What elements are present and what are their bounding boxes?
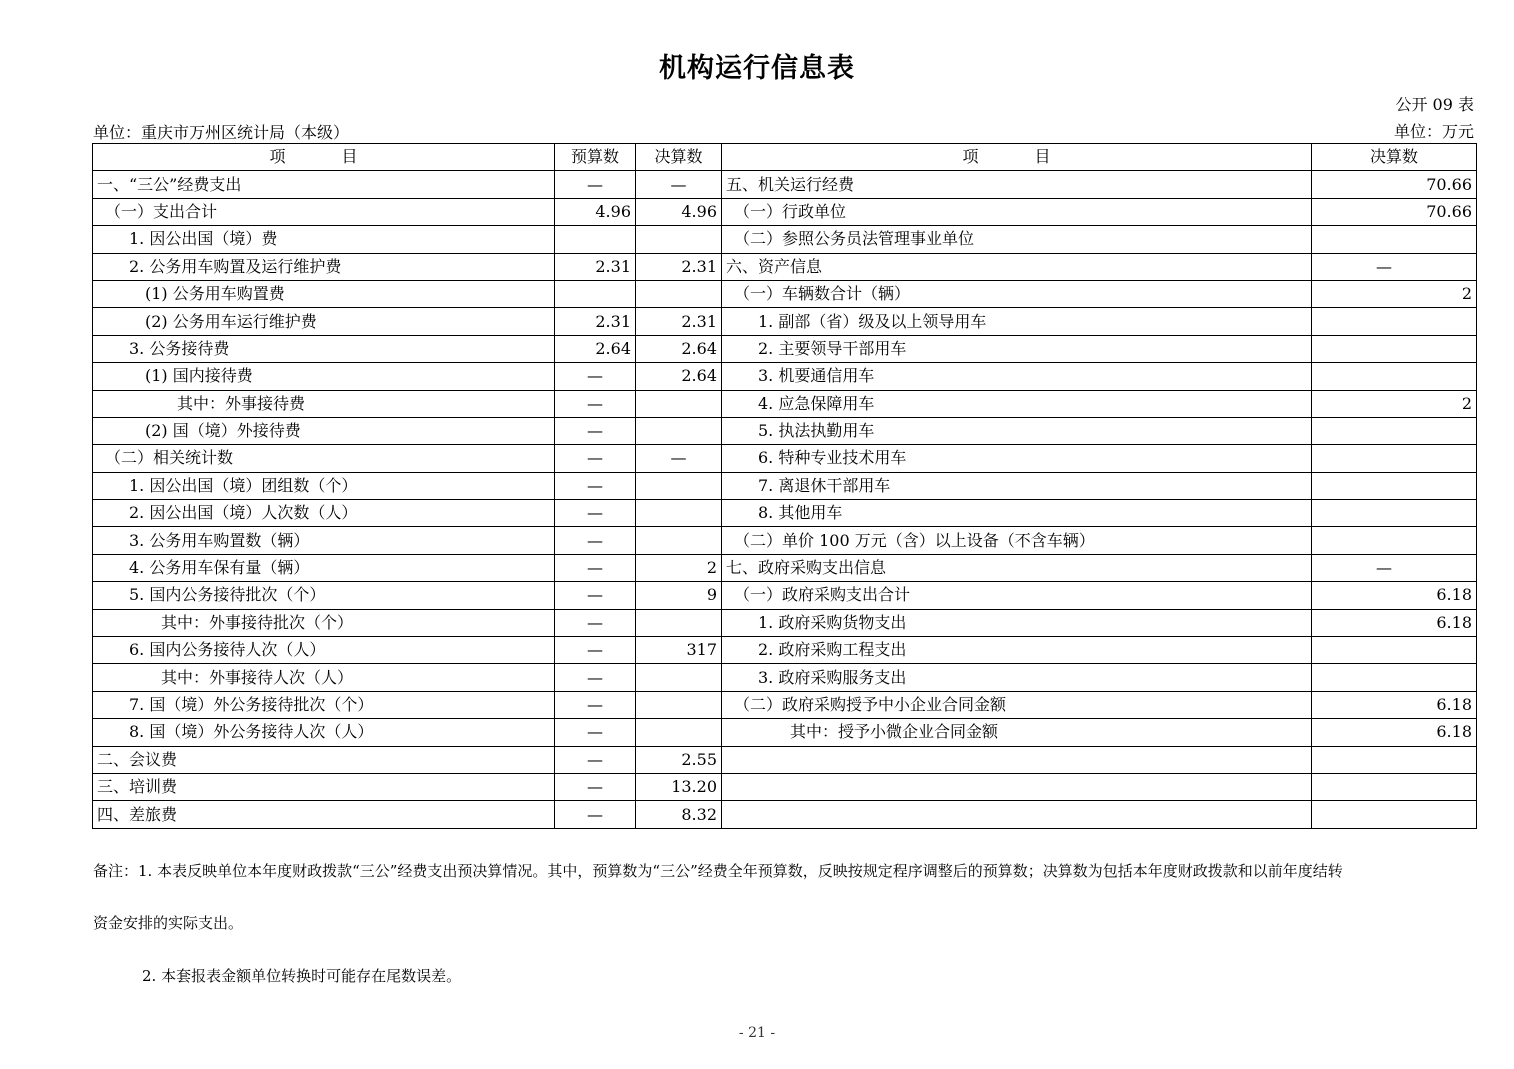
left-item-cell: 其中：外事接待人次（人） [93, 664, 555, 691]
header-right-final: 决算数 [1312, 144, 1477, 171]
currency-unit: 单位：万元 [1393, 122, 1474, 141]
left-item-cell: （一）支出合计 [93, 198, 555, 225]
budget-cell: — [555, 554, 636, 581]
budget-cell: — [555, 637, 636, 664]
note-line-2: 资金安排的实际支出。 [93, 914, 244, 932]
table-row [93, 226, 1477, 253]
left-item-cell: 3. 公务接待费 [93, 335, 555, 362]
right-final-cell [1312, 226, 1477, 253]
final-cell [636, 719, 722, 746]
right-item-cell: （一）行政单位 [722, 198, 1312, 225]
header-budget: 预算数 [555, 144, 636, 171]
right-final-cell: — [1312, 554, 1477, 581]
final-cell [636, 280, 722, 307]
left-item-cell: 四、差旅费 [93, 801, 555, 828]
right-item-cell: 七、政府采购支出信息 [722, 554, 1312, 581]
table-row [93, 390, 1477, 417]
form-number: 公开 09 表 [1395, 95, 1474, 114]
table-row [93, 198, 1477, 225]
budget-cell: — [555, 390, 636, 417]
right-item-cell: 2. 政府采购工程支出 [722, 637, 1312, 664]
left-item-cell: 其中：外事接待费 [93, 390, 555, 417]
right-item-cell: 8. 其他用车 [722, 500, 1312, 527]
right-item-cell [722, 801, 1312, 828]
right-final-cell [1312, 637, 1477, 664]
table-header-row [93, 144, 1477, 171]
left-item-cell: 一、“三公”经费支出 [93, 171, 555, 198]
table-body [93, 171, 1477, 828]
table-row [93, 445, 1477, 472]
table-row [93, 417, 1477, 444]
left-item-cell: 2. 公务用车购置及运行维护费 [93, 253, 555, 280]
final-cell: 8.32 [636, 801, 722, 828]
right-final-cell: 2 [1312, 390, 1477, 417]
final-cell: 2.55 [636, 746, 722, 773]
budget-cell: — [555, 664, 636, 691]
left-item-cell: 3. 公务用车购置数（辆） [93, 527, 555, 554]
budget-cell: — [555, 527, 636, 554]
final-cell: — [636, 171, 722, 198]
note-line-3: 2. 本套报表金额单位转换时可能存在尾数误差。 [142, 967, 462, 985]
budget-cell: — [555, 773, 636, 800]
left-item-cell: (1) 国内接待费 [93, 363, 555, 390]
budget-cell: — [555, 746, 636, 773]
final-cell: 2.64 [636, 335, 722, 362]
right-item-cell [722, 773, 1312, 800]
reporting-unit: 单位：重庆市万州区统计局（本级） [93, 123, 350, 142]
left-item-cell: 三、培训费 [93, 773, 555, 800]
final-cell [636, 390, 722, 417]
budget-cell: — [555, 801, 636, 828]
right-final-cell [1312, 773, 1477, 800]
right-final-cell: 70.66 [1312, 171, 1477, 198]
right-item-cell: 4. 应急保障用车 [722, 390, 1312, 417]
table-row [93, 801, 1477, 828]
right-final-cell [1312, 445, 1477, 472]
table-row [93, 554, 1477, 581]
final-cell [636, 691, 722, 718]
table-row [93, 773, 1477, 800]
left-item-cell: 1. 因公出国（境）团组数（个） [93, 472, 555, 499]
right-final-cell [1312, 308, 1477, 335]
right-item-cell: （二）单价 100 万元（含）以上设备（不含车辆） [722, 527, 1312, 554]
table-row [93, 500, 1477, 527]
table-row [93, 472, 1477, 499]
right-final-cell [1312, 500, 1477, 527]
right-final-cell: 6.18 [1312, 691, 1477, 718]
right-final-cell: 6.18 [1312, 719, 1477, 746]
final-cell [636, 417, 722, 444]
left-item-cell: 8. 国（境）外公务接待人次（人） [93, 719, 555, 746]
right-item-cell: 6. 特种专业技术用车 [722, 445, 1312, 472]
right-final-cell: 6.18 [1312, 609, 1477, 636]
table-row [93, 664, 1477, 691]
right-final-cell: 70.66 [1312, 198, 1477, 225]
table-row [93, 691, 1477, 718]
left-item-cell: 其中：外事接待批次（个） [93, 609, 555, 636]
final-cell: 2.31 [636, 308, 722, 335]
table-row [93, 335, 1477, 362]
table-row [93, 746, 1477, 773]
right-item-cell: 5. 执法执勤用车 [722, 417, 1312, 444]
right-item-cell: 六、资产信息 [722, 253, 1312, 280]
budget-cell: 2.31 [555, 253, 636, 280]
final-cell [636, 527, 722, 554]
right-item-cell: 1. 副部（省）级及以上领导用车 [722, 308, 1312, 335]
right-item-cell: 3. 政府采购服务支出 [722, 664, 1312, 691]
table-row [93, 280, 1477, 307]
budget-cell [555, 226, 636, 253]
table-row [93, 527, 1477, 554]
budget-cell: — [555, 719, 636, 746]
left-item-cell: 1. 因公出国（境）费 [93, 226, 555, 253]
left-item-cell: 5. 国内公务接待批次（个） [93, 582, 555, 609]
right-final-cell [1312, 801, 1477, 828]
header-right-item: 项 目 [722, 144, 1312, 171]
table-row [93, 609, 1477, 636]
final-cell: 2.31 [636, 253, 722, 280]
final-cell [636, 664, 722, 691]
final-cell [636, 472, 722, 499]
left-item-cell: 4. 公务用车保有量（辆） [93, 554, 555, 581]
right-item-cell: 其中：授予小微企业合同金额 [722, 719, 1312, 746]
left-item-cell: （二）相关统计数 [93, 445, 555, 472]
final-cell: 9 [636, 582, 722, 609]
header-final: 决算数 [636, 144, 722, 171]
table-row [93, 253, 1477, 280]
left-item-cell: (2) 公务用车运行维护费 [93, 308, 555, 335]
final-cell: 4.96 [636, 198, 722, 225]
right-item-cell: 3. 机要通信用车 [722, 363, 1312, 390]
budget-cell: 4.96 [555, 198, 636, 225]
right-item-cell [722, 746, 1312, 773]
page-number: - 21 - [738, 1025, 776, 1041]
right-final-cell [1312, 335, 1477, 362]
budget-cell: — [555, 691, 636, 718]
final-cell [636, 609, 722, 636]
right-item-cell: （二）参照公务员法管理事业单位 [722, 226, 1312, 253]
final-cell [636, 500, 722, 527]
final-cell: — [636, 445, 722, 472]
budget-cell: 2.31 [555, 308, 636, 335]
final-cell: 317 [636, 637, 722, 664]
budget-cell: — [555, 417, 636, 444]
budget-cell: — [555, 171, 636, 198]
final-cell: 2 [636, 554, 722, 581]
left-item-cell: 2. 因公出国（境）人次数（人） [93, 500, 555, 527]
right-item-cell: 五、机关运行经费 [722, 171, 1312, 198]
right-item-cell: （一）政府采购支出合计 [722, 582, 1312, 609]
right-final-cell [1312, 746, 1477, 773]
left-item-cell: 6. 国内公务接待人次（人） [93, 637, 555, 664]
header-left-item: 项 目 [93, 144, 555, 171]
table-row [93, 719, 1477, 746]
left-item-cell: 二、会议费 [93, 746, 555, 773]
table-row [93, 582, 1477, 609]
budget-cell: — [555, 445, 636, 472]
right-item-cell: （二）政府采购授予中小企业合同金额 [722, 691, 1312, 718]
budget-cell: — [555, 472, 636, 499]
right-final-cell: 6.18 [1312, 582, 1477, 609]
right-final-cell: 2 [1312, 280, 1477, 307]
left-item-cell: (2) 国（境）外接待费 [93, 417, 555, 444]
note-line-1: 备注：1. 本表反映单位本年度财政拨款“三公”经费支出预决算情况。其中，预算数为“三公”经费全年预算数，反映按规定程序调整后的预算数；决算数为包括本年度财政拨款和以前年度结转 [93, 862, 1343, 880]
right-final-cell [1312, 527, 1477, 554]
table-row [93, 171, 1477, 198]
left-item-cell: (1) 公务用车购置费 [93, 280, 555, 307]
right-final-cell: — [1312, 253, 1477, 280]
final-cell: 13.20 [636, 773, 722, 800]
budget-cell: — [555, 500, 636, 527]
right-final-cell [1312, 472, 1477, 499]
table-row [93, 308, 1477, 335]
budget-cell: — [555, 363, 636, 390]
right-item-cell: 7. 离退休干部用车 [722, 472, 1312, 499]
budget-cell: — [555, 582, 636, 609]
budget-cell [555, 280, 636, 307]
left-item-cell: 7. 国（境）外公务接待批次（个） [93, 691, 555, 718]
info-table [92, 143, 1477, 829]
right-final-cell [1312, 664, 1477, 691]
page-title: 机构运行信息表 [659, 53, 855, 84]
final-cell: 2.64 [636, 363, 722, 390]
right-item-cell: 1. 政府采购货物支出 [722, 609, 1312, 636]
table-row [93, 637, 1477, 664]
right-final-cell [1312, 417, 1477, 444]
right-item-cell: 2. 主要领导干部用车 [722, 335, 1312, 362]
budget-cell: — [555, 609, 636, 636]
final-cell [636, 226, 722, 253]
right-final-cell [1312, 363, 1477, 390]
budget-cell: 2.64 [555, 335, 636, 362]
right-item-cell: （一）车辆数合计（辆） [722, 280, 1312, 307]
table-row [93, 363, 1477, 390]
